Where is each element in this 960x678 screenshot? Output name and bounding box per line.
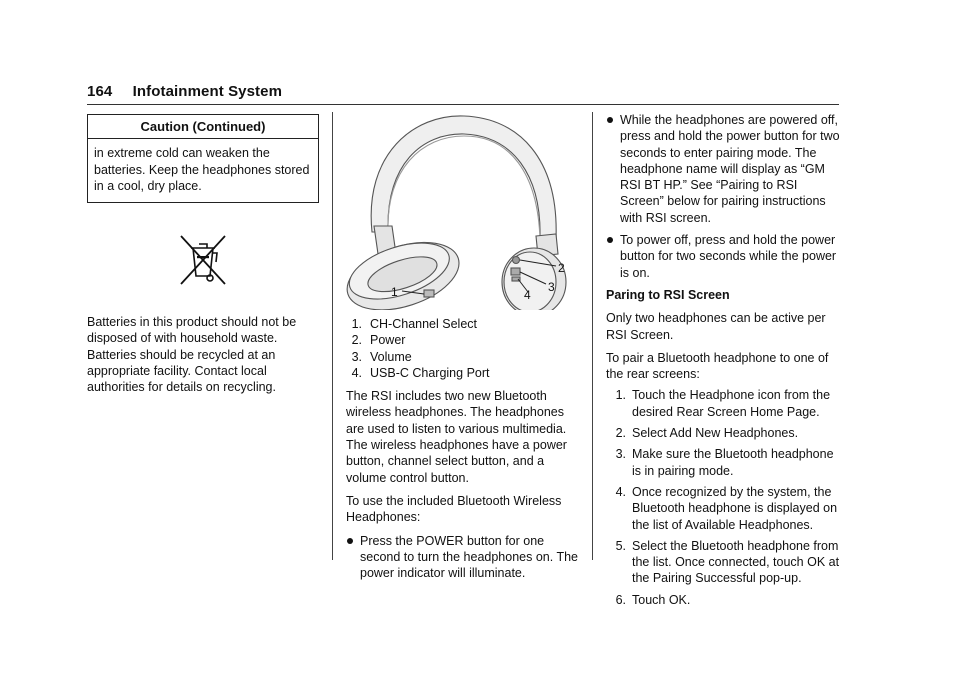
header-divider — [87, 104, 839, 105]
controls-list — [346, 316, 581, 381]
caution-text: in extreme cold can weaken the batteries. Keep the headphones stored in a cool, dry place. — [94, 146, 310, 193]
pairing-limit: Only two headphones can be active per RSI Screen. — [606, 311, 826, 342]
bullet-icon — [347, 538, 353, 544]
pairing-intro: To pair a Bluetooth headphone to one of the rear screens: — [606, 350, 829, 382]
headphones-illustration — [344, 114, 579, 310]
list-item: 1. Touch the Headphone icon from the desired Rear Screen Home Page. — [615, 388, 831, 419]
list-item: 2. Power — [351, 333, 406, 348]
pairing-steps — [606, 387, 842, 608]
pairing-heading: Paring to RSI Screen — [606, 287, 730, 302]
list-item: 1. CH-Channel Select — [351, 317, 477, 331]
callout-3: 3 — [548, 280, 555, 294]
callout-4: 4 — [524, 288, 531, 302]
list-item: 4. Once recognized by the system, the Bluetooth headphone is displayed on the list of Available Headphones. — [615, 484, 838, 532]
list-item: 4. USB-C Charging Port — [351, 365, 490, 380]
column-divider-right — [592, 112, 593, 560]
section-title: Infotainment System — [132, 83, 283, 100]
power-on-bullets — [346, 533, 581, 582]
callout-2: 2 — [558, 261, 565, 275]
pairing-mode-bullets — [606, 112, 842, 281]
list-item: While the headphones are powered off, press and hold the power button for two seconds to enter pairing mode. The headphone name will display as “GM RSI BT HP.” See “Pairing to RSI Screen” below for pairing instructions with RSI screen. — [606, 112, 842, 226]
page-header — [87, 83, 282, 100]
caution-title: Caution (Continued) — [88, 115, 318, 139]
list-item: Press the POWER button for one second to turn the headphones on. The power indicator will illuminate. — [346, 533, 581, 582]
list-item: 3. Volume — [351, 349, 412, 364]
list-item: 6. Touch OK. — [615, 592, 691, 607]
column-left — [87, 114, 319, 396]
bullet-icon — [607, 117, 613, 123]
list-item: 5. Select the Bluetooth headphone from the list. Once connected, touch OK at the Pairing Successful pop-up. — [615, 538, 840, 586]
column-divider-left — [332, 112, 333, 560]
batteries-notice: Batteries in this product should not be disposed of with household waste. Batteries should be recycled at an appropriate facility. Contact local authorities for details on recycling. — [87, 315, 297, 395]
caution-box — [87, 114, 319, 203]
bullet-icon — [607, 237, 613, 243]
list-item: 2. Select Add New Headphones. — [615, 426, 799, 441]
use-intro: To use the included Bluetooth Wireless Headphones: — [346, 493, 562, 525]
page-number: 164 — [87, 83, 113, 100]
list-item: 3. Make sure the Bluetooth headphone is in pairing mode. — [615, 447, 834, 478]
list-item: To power off, press and hold the power button for two seconds while the power is on. — [606, 232, 842, 281]
headphones-figure — [344, 114, 579, 310]
rsi-intro: The RSI includes two new Bluetooth wireless headphones. The headphones are used to listen to various multimedia. The wireless headphones have a power button, channel select button, and a volume control button. — [346, 389, 567, 485]
column-right — [606, 112, 842, 613]
callout-1: 1 — [391, 285, 398, 299]
crossed-out-wheelie-bin-icon — [177, 232, 229, 288]
column-middle — [346, 114, 581, 587]
